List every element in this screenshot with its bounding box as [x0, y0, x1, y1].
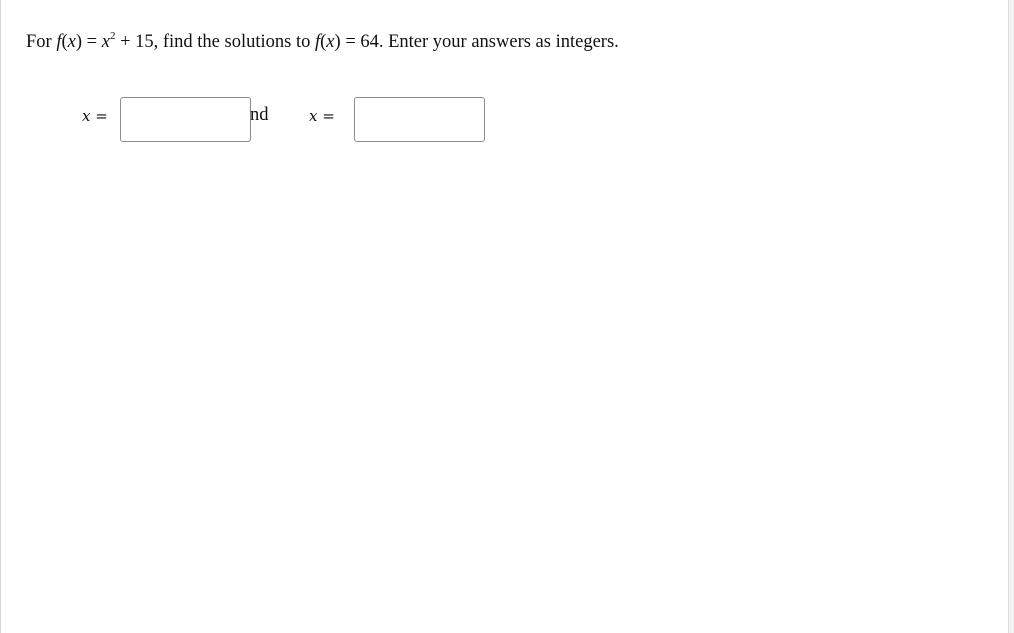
- answer-row: [0, 97, 1008, 142]
- question-suffix: = 64. Enter your answers as integers.: [340, 32, 619, 53]
- question-middle: + 15, find the solutions to: [115, 32, 315, 53]
- second-answer-label: [309, 106, 335, 126]
- exponent: 2: [109, 30, 116, 42]
- answer-equals: =: [95, 107, 108, 125]
- paren-open: (: [61, 32, 68, 53]
- right-scroll-edge: [1008, 0, 1014, 633]
- answer-variable: x: [82, 107, 91, 125]
- question-text: [26, 25, 619, 54]
- equals-sign: =: [82, 32, 102, 53]
- question-prefix: For: [26, 32, 57, 53]
- paren-close: ): [334, 32, 341, 53]
- variable-x: x: [67, 32, 76, 53]
- answer-equals: =: [322, 107, 335, 125]
- function-name: f: [314, 32, 321, 53]
- paren-close: ): [75, 32, 83, 53]
- function-name: f: [56, 32, 62, 53]
- variable-x: x: [326, 32, 335, 53]
- left-border: [0, 0, 1, 633]
- first-answer-label: [82, 106, 108, 126]
- and-connector: nd: [250, 105, 269, 125]
- variable-x: x: [101, 32, 110, 53]
- second-answer-input[interactable]: [354, 97, 485, 142]
- paren-open: (: [320, 32, 327, 53]
- answer-variable: x: [309, 107, 318, 125]
- first-answer-input[interactable]: [120, 97, 251, 142]
